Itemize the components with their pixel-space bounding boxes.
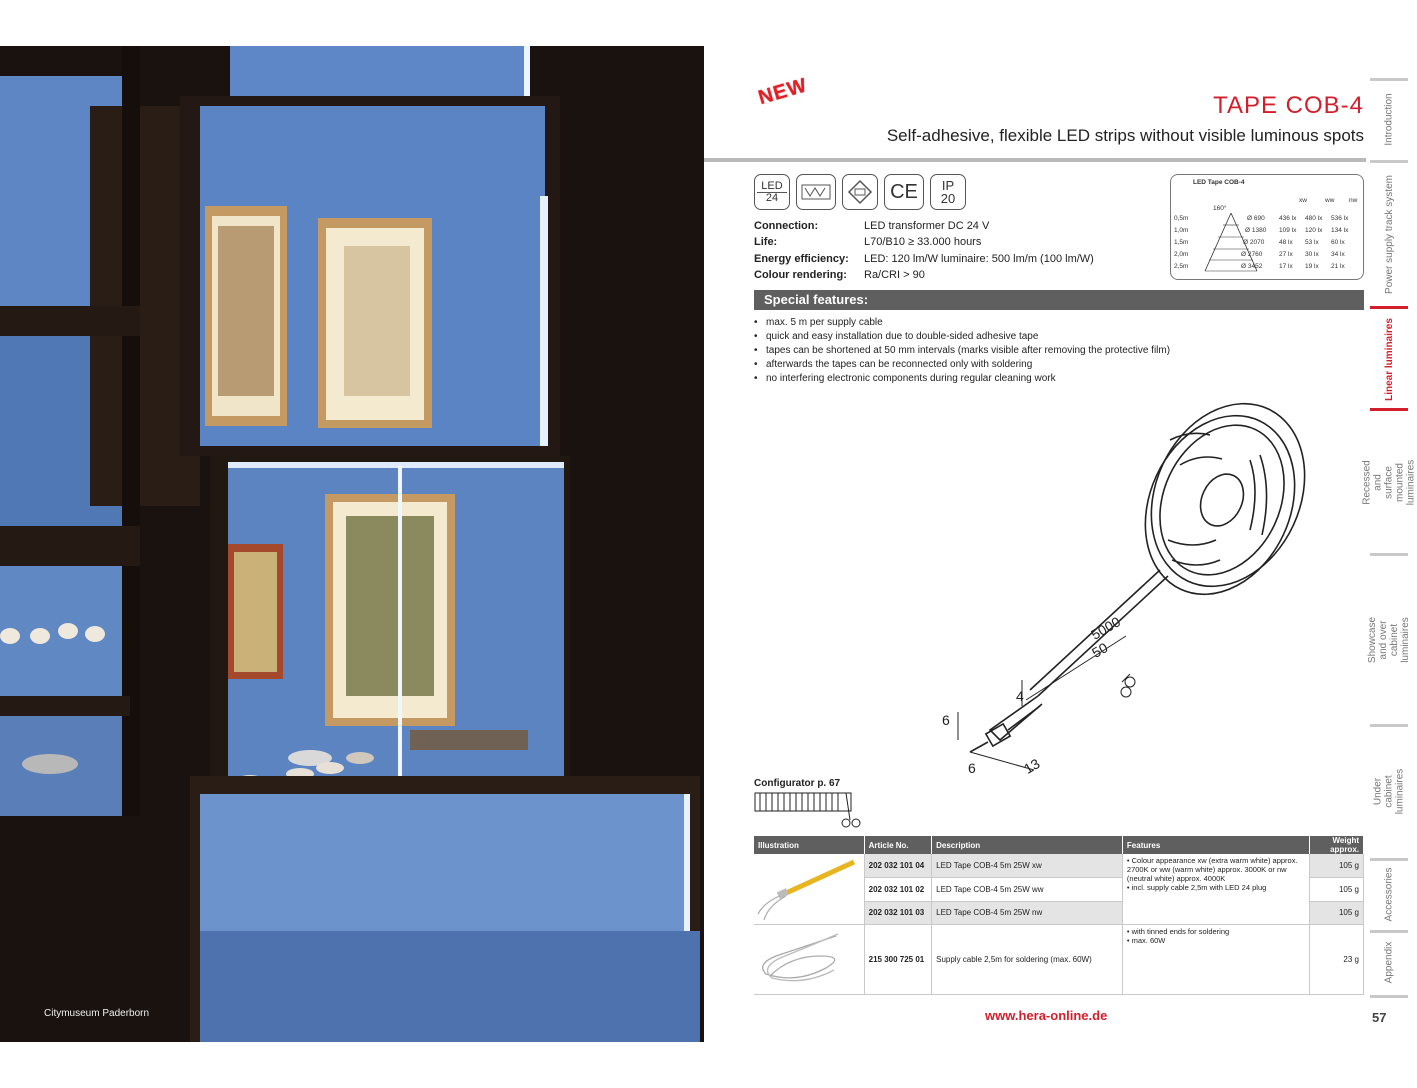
dimension-6-width: 6 <box>968 760 976 776</box>
tab-divider <box>1370 160 1408 163</box>
dimension-5000: 5000 <box>1088 613 1124 643</box>
spec-key: Life: <box>754 236 778 248</box>
tab-divider <box>1370 995 1408 998</box>
description: LED Tape COB-4 5m 25W nw <box>932 901 1123 925</box>
tab-recessed-surface[interactable]: Recessed and surface mounted luminaires <box>1361 459 1417 505</box>
lux-diagram: LED Tape COB-4 160° xw ww nw 0,5m Ø 690 436 lx 480 lx 536 lx 1,0m Ø 1380 109 lx 120 lx 134 lx 1,5m Ø 2070 48 lx 53 lx 60 lx 2,0m Ø 2760 27 lx 30 lx 34 lx 2,5m Ø 3452 17 lx 19 lx 21 lx <box>1170 174 1364 280</box>
tape-reel-drawing <box>930 400 1330 790</box>
table-row <box>754 854 1364 878</box>
article-table <box>754 836 1364 995</box>
product-subtitle: Self-adhesive, flexible LED strips without visible luminous spots <box>886 126 1364 145</box>
weight: 23 g <box>1309 925 1363 995</box>
article-no: 215 300 725 01 <box>864 925 931 995</box>
mm-mark-icon <box>796 174 836 210</box>
ip20-icon: IP 20 <box>930 174 966 210</box>
list-item: • tapes can be shortened at 50 mm intervals (marks visible after removing the protective film) <box>754 344 1170 358</box>
dimension-6-height: 6 <box>942 712 950 728</box>
list-item: • afterwards the tapes can be reconnected only with soldering <box>754 358 1170 372</box>
special-features-list <box>754 316 1170 386</box>
header-rule <box>704 158 1366 162</box>
tab-divider <box>1370 930 1408 933</box>
cable-illustration <box>754 925 864 995</box>
tab-divider-active <box>1370 306 1408 309</box>
spec-value: LED: 120 lm/W luminaire: 500 lm/m (100 lm/W) <box>864 253 1094 265</box>
article-no: 202 032 101 02 <box>864 878 931 902</box>
tab-divider <box>1370 858 1408 861</box>
dimension-50: 50 <box>1089 639 1111 661</box>
safety-transformer-icon <box>842 174 878 210</box>
tab-divider <box>1370 553 1408 556</box>
tab-divider <box>1370 724 1408 727</box>
led-24-icon: LED 24 <box>754 174 790 210</box>
weight: 105 g <box>1309 901 1363 925</box>
spec-key: Colour rendering: <box>754 269 847 281</box>
spec-value: LED transformer DC 24 V <box>864 220 990 232</box>
col-header: Illustration <box>754 836 864 854</box>
spec-key: Connection: <box>754 220 819 232</box>
dimension-4: 4 <box>1016 688 1024 704</box>
description: LED Tape COB-4 5m 25W ww <box>932 878 1123 902</box>
photo-caption: Citymuseum Paderborn <box>44 1008 150 1019</box>
tab-divider <box>1370 78 1408 81</box>
product-title: TAPE COB-4 <box>1213 92 1364 119</box>
ce-mark-icon: CE <box>884 174 924 210</box>
tab-appendix[interactable]: Appendix <box>1383 941 1395 983</box>
spec-key: Energy efficiency: <box>754 253 849 265</box>
col-header: Weight approx. <box>1309 836 1363 854</box>
table-row <box>754 925 1364 995</box>
spec-value: Ra/CRI > 90 <box>864 269 925 281</box>
tab-power-supply[interactable]: Power supply track system <box>1383 174 1395 294</box>
tape-illustration <box>754 854 864 925</box>
list-item: • quick and easy installation due to double-sided adhesive tape <box>754 330 1170 344</box>
tab-accessories[interactable]: Accessories <box>1383 867 1395 921</box>
col-header: Description <box>932 836 1123 854</box>
photo-illustration <box>0 46 704 1042</box>
configurator-link[interactable]: Configurator p. 67 <box>754 778 841 789</box>
col-header: Article No. <box>864 836 931 854</box>
list-item: • max. 5 m per supply cable <box>754 316 1170 330</box>
led-tape-icon <box>754 854 856 922</box>
showcase-photo <box>0 46 704 1042</box>
description: Supply cable 2,5m for soldering (max. 60W) <box>932 925 1123 995</box>
list-item: • no interfering electronic components during regular cleaning work <box>754 372 1170 386</box>
weight: 105 g <box>1309 878 1363 902</box>
article-no: 202 032 101 03 <box>864 901 931 925</box>
tab-divider-active <box>1370 408 1408 411</box>
col-header: Features <box>1122 836 1309 854</box>
special-features-heading: Special features: <box>754 290 1364 310</box>
page-number: 57 <box>1372 1010 1387 1025</box>
dimension-13: 13 <box>1021 755 1043 777</box>
article-no: 202 032 101 04 <box>864 854 931 878</box>
new-badge: NEW <box>756 74 810 110</box>
features-tape: • Colour appearance xw (extra warm white) approx. 2700K or ww (warm white) approx. 3000K or nw (neutral white) approx. 4000K • incl. supply cable 2,5m with LED 24 plug <box>1122 854 1309 925</box>
configurator-tape-icon <box>754 792 866 828</box>
website-link[interactable]: www.hera-online.de <box>985 1008 1108 1023</box>
tab-under-cabinet[interactable]: Under cabinet luminaires <box>1372 768 1406 814</box>
weight: 105 g <box>1309 854 1363 878</box>
tab-linear-luminaires[interactable]: Linear luminaires <box>1383 317 1395 401</box>
supply-cable-icon <box>754 926 856 992</box>
tab-showcase[interactable]: Showcase and over cabinet luminaires <box>1367 616 1412 664</box>
description: LED Tape COB-4 5m 25W xw <box>932 854 1123 878</box>
spec-value: L70/B10 ≥ 33.000 hours <box>864 236 982 248</box>
tab-introduction[interactable]: Introduction <box>1383 93 1395 146</box>
features-cable: • with tinned ends for soldering • max. 60W <box>1122 925 1309 995</box>
